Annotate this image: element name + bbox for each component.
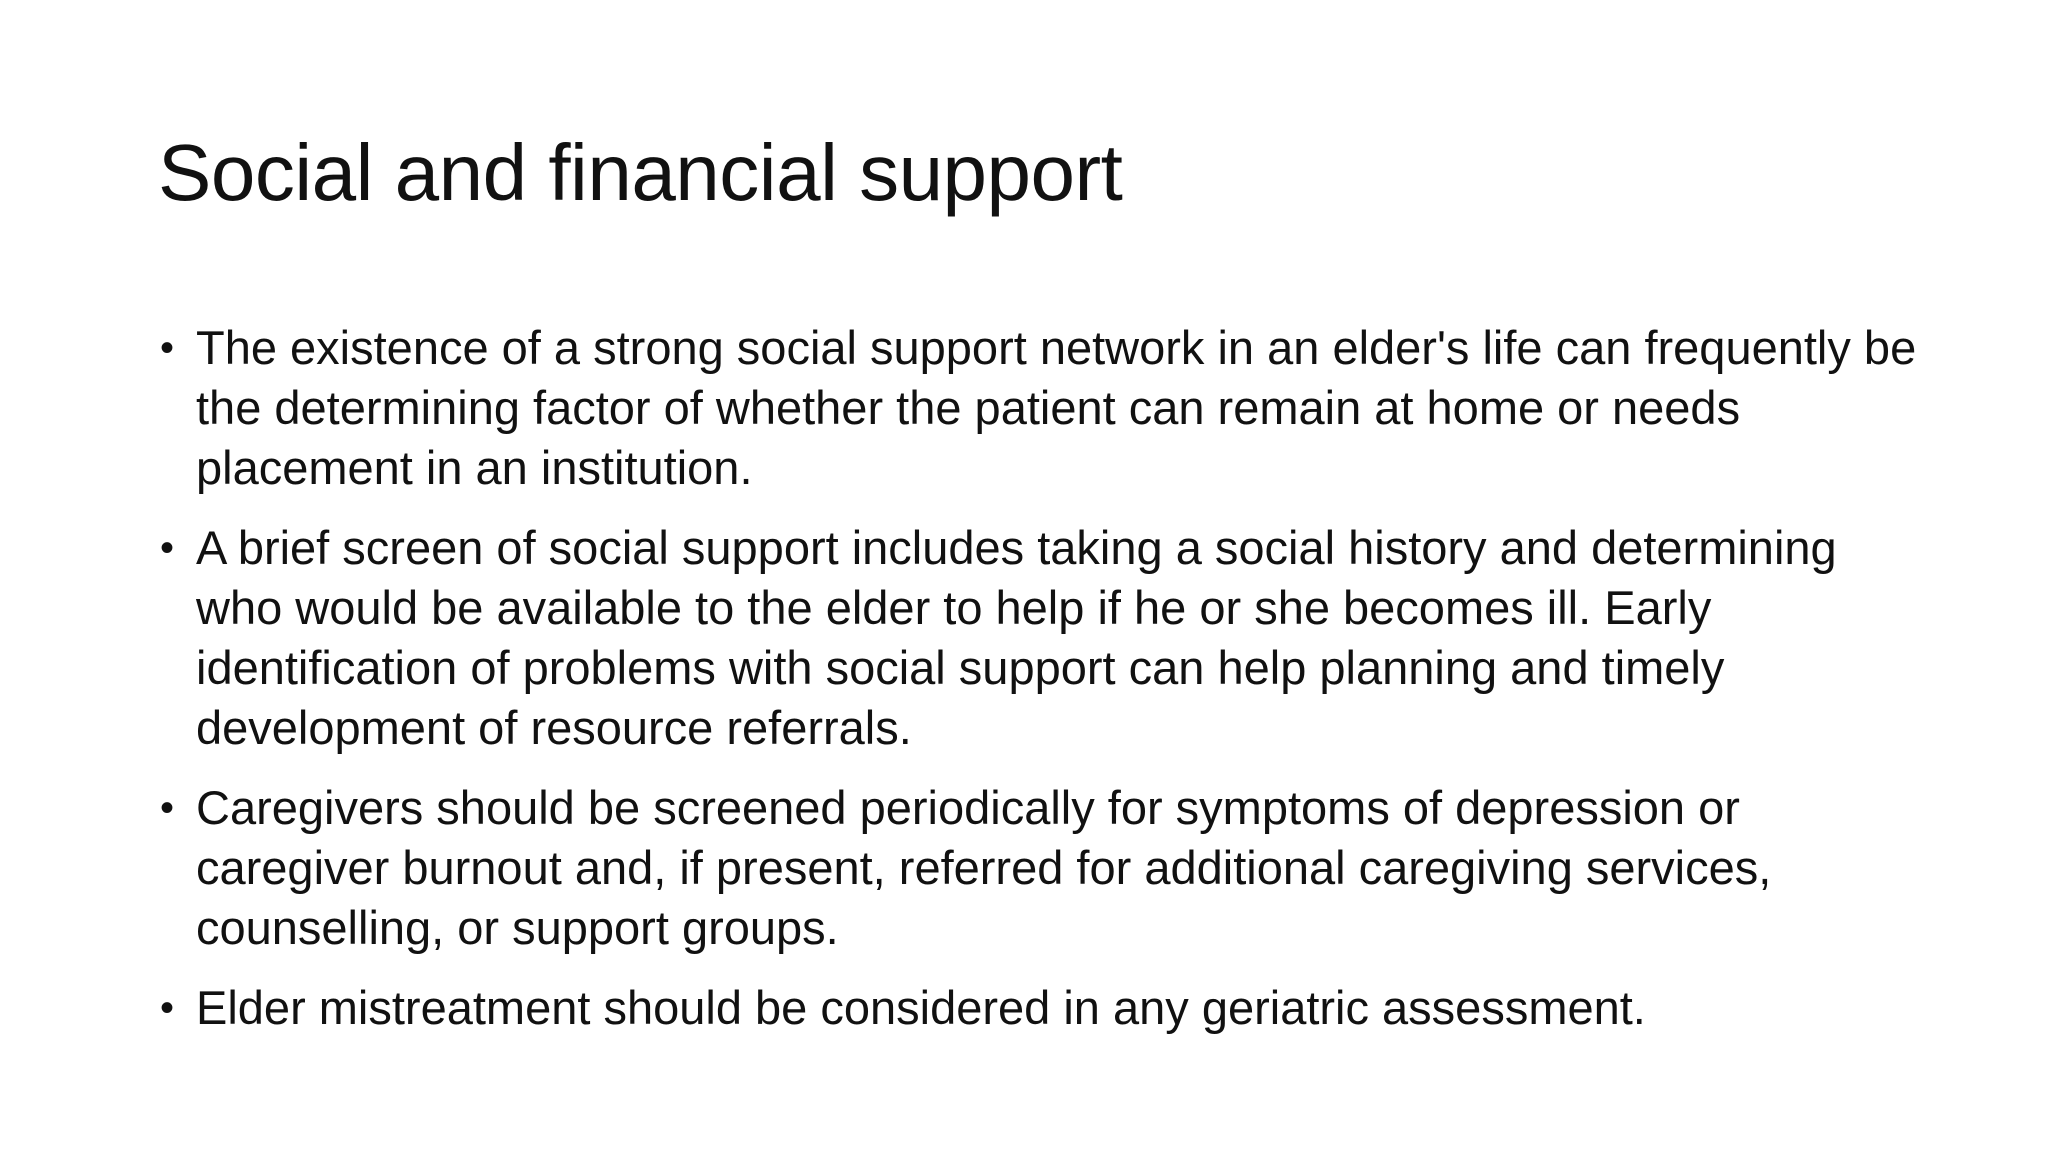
bullet-item-2 — [158, 518, 1918, 758]
slide-title: Social and financial support — [158, 128, 1123, 217]
bullet-icon: • — [160, 526, 175, 570]
bullet-item-3 — [158, 778, 1918, 958]
bullet-item-4 — [158, 978, 1918, 1038]
bullet-text-1: The existence of a strong social support network in an elder's life can frequently be the determining factor of whether the patient can remain at home or needs placement in an institution. — [196, 321, 1917, 494]
bullet-icon: • — [160, 326, 175, 370]
bullet-list — [158, 318, 1918, 1058]
bullet-item-1 — [158, 318, 1918, 498]
bullet-text-3: Caregivers should be screened periodically for symptoms of depression or caregiver burnout and, if present, referred for additional caregiving services, counselling, or support groups. — [196, 781, 1772, 954]
bullet-icon: • — [160, 786, 175, 830]
bullet-text-4: Elder mistreatment should be considered in any geriatric assessment. — [196, 981, 1646, 1034]
bullet-icon: • — [160, 986, 175, 1030]
bullet-text-2: A brief screen of social support includes taking a social history and determining who would be available to the elder to help if he or she becomes ill. Early identification of problems with social support can help planning and timely development of resource referrals. — [196, 521, 1837, 754]
